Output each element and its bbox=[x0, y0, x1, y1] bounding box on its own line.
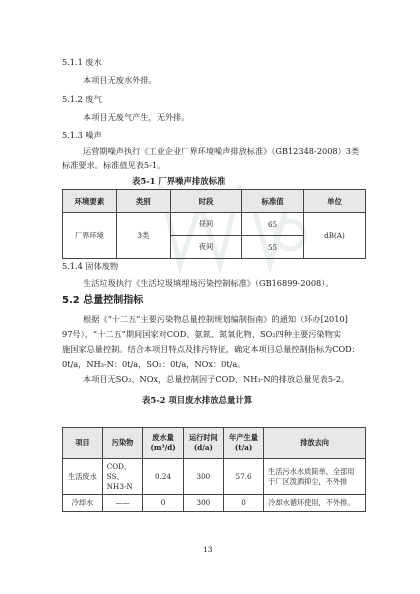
header-days-unit: (d/a) bbox=[193, 443, 213, 452]
col-header-unit: 单位 bbox=[303, 190, 365, 213]
table-row bbox=[63, 459, 366, 495]
cell-category: 3类 bbox=[116, 213, 170, 259]
pollutant-line2: NH3-N bbox=[106, 481, 133, 491]
col-header-pollutant: 污染物 bbox=[102, 428, 143, 459]
cell-period: 夜间 bbox=[170, 236, 241, 259]
cell-element: 厂界环境 bbox=[63, 213, 117, 259]
section-5-1-3-title: 5.1.3 噪声 bbox=[62, 130, 102, 140]
wastewater-total-table bbox=[62, 427, 366, 512]
cell-annual: 0 bbox=[223, 495, 263, 512]
col-header-annual bbox=[223, 428, 263, 459]
cell-pollutant bbox=[102, 459, 143, 495]
cell-unit: dB(A) bbox=[303, 213, 365, 259]
section-5-2-para1-line4: 0t/a，NH₃-N：0t/a，SO₂：0t/a，NOx：0t/a。 bbox=[62, 359, 246, 369]
table-header-row bbox=[63, 428, 366, 459]
destination-line2: 于厂区泼洒抑尘，不外排 bbox=[268, 476, 348, 486]
cell-volume: 0.24 bbox=[143, 459, 183, 495]
section-5-1-4-body: 生活垃圾执行《生活垃圾填埋场污染控制标准》（GB16899-2008）。 bbox=[83, 278, 334, 288]
header-days-label: 运行时间 bbox=[188, 433, 218, 442]
section-5-1-2-body: 本项目无废气产生，无外排。 bbox=[83, 112, 190, 122]
table-header-row bbox=[63, 190, 366, 213]
table-5-2-caption: 表5-2 项目废水排放总量计算 bbox=[142, 395, 253, 405]
section-5-1-2-title: 5.1.2 废气 bbox=[62, 94, 102, 104]
col-header-days bbox=[183, 428, 223, 459]
table-row bbox=[63, 213, 366, 236]
col-header-value: 标准值 bbox=[242, 190, 304, 213]
section-5-2-para1-line1: 根据《“十二五”主要污染物总量控制规划编制指南》的通知（环办[2010] bbox=[83, 314, 348, 324]
section-5-1-3-body-line2: 标准要求。标准值见表5-1。 bbox=[62, 160, 166, 170]
col-header-volume bbox=[143, 428, 183, 459]
cell-destination: 冷却水循环使用，不外排。 bbox=[264, 495, 366, 512]
cell-value: 65 bbox=[242, 213, 304, 236]
header-volume-label: 废水量 bbox=[152, 433, 174, 442]
cell-days: 300 bbox=[183, 495, 223, 512]
col-header-destination: 排放去向 bbox=[264, 428, 366, 459]
cell-item: 生活废水 bbox=[63, 459, 103, 495]
cell-annual: 57.6 bbox=[223, 459, 263, 495]
col-header-period: 时段 bbox=[170, 190, 241, 213]
col-header-element: 环境要素 bbox=[63, 190, 117, 213]
pollutant-line1: COD、SS、 bbox=[106, 461, 132, 481]
section-5-2-para1-line3: 施国家总量控制。结合本项目特点及排污特征，确定本项目总量控制指标为COD： bbox=[62, 344, 360, 354]
cell-days: 300 bbox=[183, 459, 223, 495]
col-header-item: 项目 bbox=[63, 428, 103, 459]
table-5-1-caption: 表5-1 厂界噪声排放标准 bbox=[132, 176, 226, 186]
noise-standard-table bbox=[62, 189, 366, 259]
cell-pollutant: —— bbox=[102, 495, 143, 512]
section-5-1-1-body: 本项目无废水外排。 bbox=[83, 75, 157, 85]
destination-line1: 生活污水水质简单，全部用 bbox=[268, 466, 355, 476]
header-annual-unit: (t/a) bbox=[234, 443, 253, 452]
header-volume-unit: (m³/d) bbox=[150, 443, 176, 452]
header-annual-label: 年产生量 bbox=[229, 433, 258, 442]
section-5-2-para1-line2: 97号），“十二五”期间国家对COD、氨氮、氮氧化物、SO₂四种主要污染物实 bbox=[62, 329, 342, 339]
cell-volume: 0 bbox=[143, 495, 183, 512]
section-5-2-para2: 本项目无SO₂、NOx，总量控制因子COD、NH₃-N的排放总量见表5-2。 bbox=[83, 374, 350, 384]
page-number: 13 bbox=[203, 545, 213, 554]
table-row bbox=[63, 495, 366, 512]
section-5-1-3-body-line1: 运营期噪声执行《工业企业厂界环境噪声排放标准》（GB12348-2008）3类 bbox=[83, 146, 360, 156]
section-5-1-1-title: 5.1.1 废水 bbox=[62, 57, 102, 67]
cell-item: 冷却水 bbox=[63, 495, 103, 512]
cell-destination bbox=[264, 459, 366, 495]
col-header-category: 类别 bbox=[116, 190, 170, 213]
section-5-2-heading: 5.2 总量控制指标 bbox=[62, 295, 144, 306]
cell-value: 55 bbox=[242, 236, 304, 259]
section-5-1-4-title: 5.1.4 固体废物 bbox=[62, 261, 119, 271]
cell-period: 昼间 bbox=[170, 213, 241, 236]
